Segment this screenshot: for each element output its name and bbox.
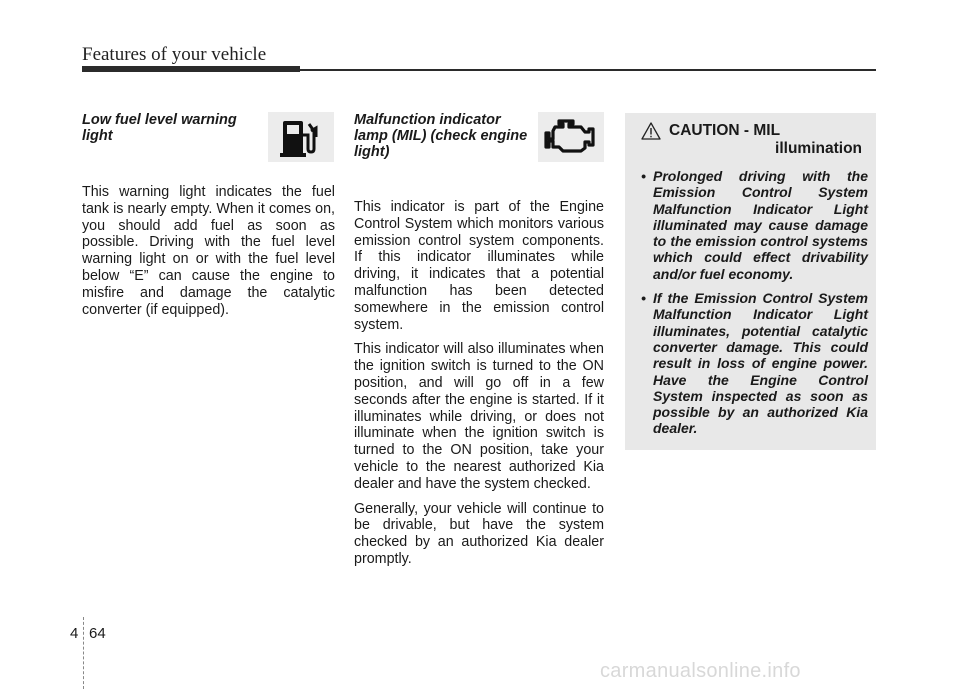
mil-paragraph-1: This indicator is part of the Engine Control System which monitors various emission control system components. If this indicator illuminates while driving, it indicates that a potential malfunction has been detected somewhere in the emission control system. — [354, 199, 604, 333]
caution-title: CAUTION - MIL — [669, 122, 781, 139]
caution-item — [635, 290, 868, 437]
low-fuel-title: Low fuel level warning light — [82, 112, 237, 144]
check-engine-icon — [538, 112, 604, 162]
page-header-title: Features of your vehicle — [82, 44, 267, 65]
caution-header — [635, 122, 868, 158]
caution-item-text: If the Emission Control System Malfunction Indicator Light illuminates, potential catalytic converter damage. This could result in loss of engine power. Have the Engine Control System inspected as soon as possible by an authorized Kia dealer. — [653, 290, 868, 437]
bullet: • — [641, 168, 646, 184]
header-rule-thin — [300, 69, 876, 71]
caution-box — [625, 113, 876, 450]
watermark: carmanualsonline.info — [600, 660, 801, 682]
page-number: 64 — [89, 625, 106, 642]
fuel-pump-icon — [268, 112, 334, 162]
low-fuel-paragraph: This warning light indicates the fuel tank is nearly empty. When it comes on, you should add fuel as soon as possible. Driving with the fuel level warning light on or with the fuel level below “E” can cause the engine to misfire and damage the catalytic converter (if equipped). — [82, 184, 335, 318]
caution-subtitle: illumination — [775, 140, 862, 157]
caution-list — [635, 168, 868, 437]
bullet: • — [641, 290, 646, 307]
mil-section — [354, 112, 604, 576]
caution-item-text: Prolonged driving with the Emission Control System Malfunction Indicator Light illuminated may cause damage to the emission control systems which could effect drivability and/or fuel economy. — [653, 168, 868, 282]
mil-paragraph-2: This indicator will also illuminates when the ignition switch is turned to the ON position, and will go off in a few seconds after the engine is started. If it illuminates while driving, or does not illuminate when the ignition switch is turned to the ON position, take your vehicle to the nearest authorized Kia dealer and have the system checked. — [354, 341, 604, 492]
header-rule-thick — [82, 66, 300, 72]
mil-title: Malfunction indicator lamp (MIL) (check engine light) — [354, 112, 528, 160]
footer-divider — [83, 617, 85, 689]
low-fuel-section — [82, 112, 335, 326]
mil-paragraph-3: Generally, your vehicle will continue to be drivable, but have the system checked by an authorized Kia dealer promptly. — [354, 500, 604, 567]
chapter-number: 4 — [70, 625, 79, 642]
caution-item — [635, 168, 868, 282]
